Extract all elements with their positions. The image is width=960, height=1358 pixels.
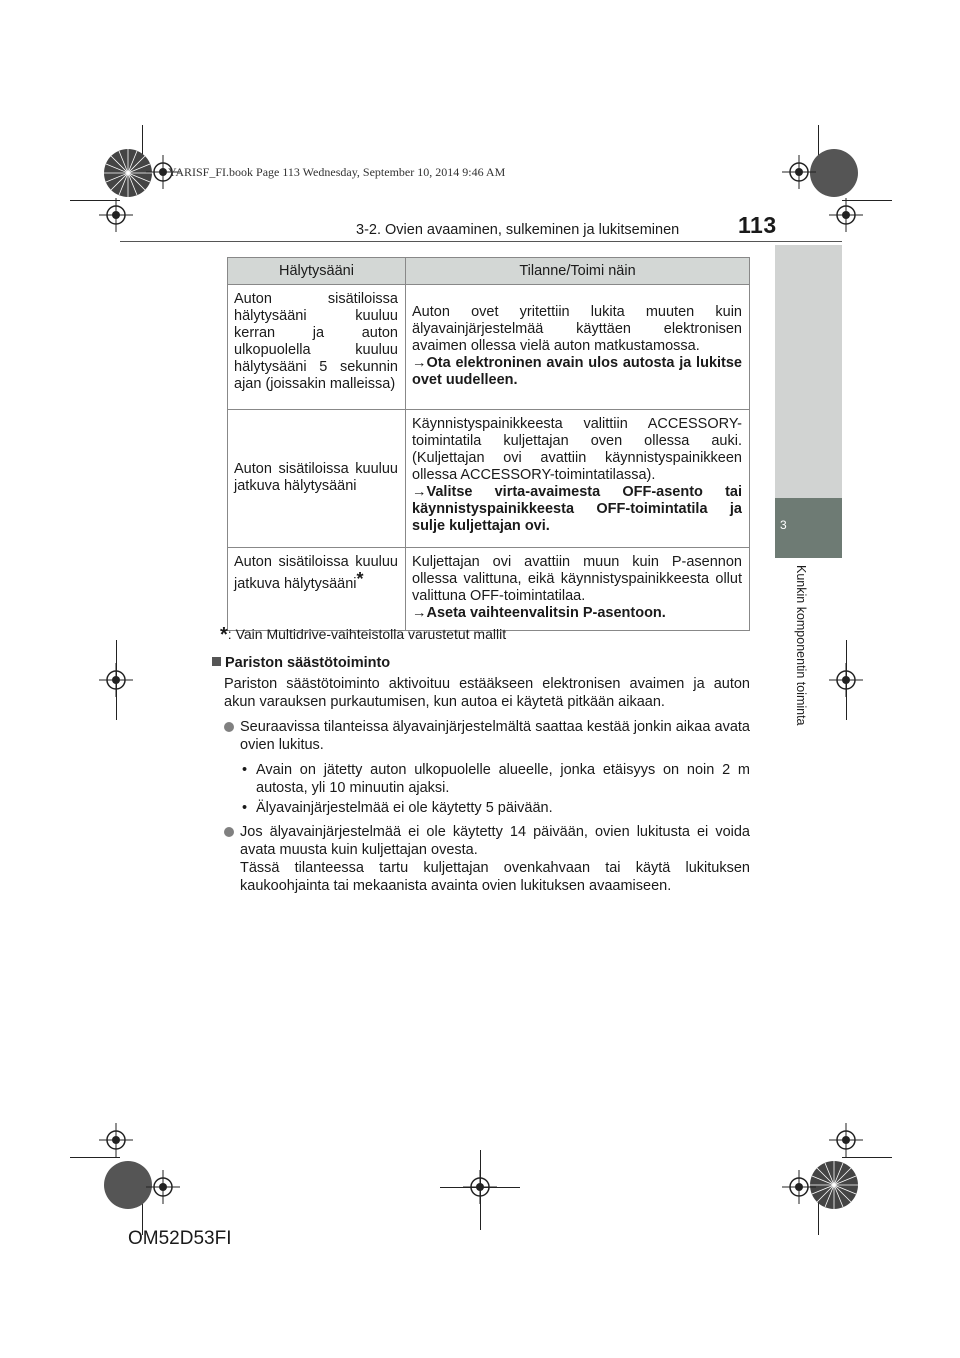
footnote-star: * [220,624,228,646]
situation-text: Käynnistyspainikkeesta valittiin ACCESSORY-toimintatila kuljettajan oven ollessa auki. (Kuljettajan ovi avattiin käynnistyspainikkeen ollessa ACCESSORY-toimintatilassa). [412,416,742,483]
intro-paragraph: Pariston säästötoiminto aktivoituu estääkseen elektronisen avaimen ja auton akun varauksen purkautumisen, kun autoa ei käytetä pitkään aikaan. [224,676,750,710]
situation-cell [406,548,750,631]
sound-text: Auton sisätiloissa hälytysääni kuuluu kerran ja auton ulkopuolella kuuluu hälytysääni 5 sekunnin ajan (joissakin malleissa) [234,291,398,392]
bullet-text: Seuraavissa tilanteissa älyavainjärjestelmältä saattaa kestää jonkin aikaa avata ovien lukitus. [240,719,750,753]
table-row [228,548,750,631]
sub-item-text: Älyavainjärjestelmää ei ole käytetty 5 päivään. [256,800,553,816]
crosshair-icon [99,663,133,697]
crosshair-icon [782,1170,816,1204]
crosshair-icon [99,1123,133,1157]
crosshair-icon [146,1170,180,1204]
action-text: Aseta vaihteenvalitsin P-asentoon. [426,605,666,621]
bullet-text-continued: Tässä tilanteessa tartu kuljettajan ovenkahvaan tai käytä lukituksen kaukoohjainta tai mekaanista avainta ovien lukituksen avaamiseen. [240,860,750,894]
crosshair-icon [829,663,863,697]
chapter-title: Kunkin komponentin toiminta [794,565,808,726]
sound-cell [228,285,406,410]
column-header-situation: Tilanne/Toimi näin [406,258,750,285]
book-info: YARISF_FI.book Page 113 Wednesday, September 10, 2014 9:46 AM [168,165,506,179]
sub-bullet-icon: • [242,800,248,816]
sound-text: Auton sisätiloissa kuuluu jatkuva hälytysääni [234,554,398,592]
crosshair-icon [99,198,133,232]
arrow-icon: → [412,605,427,621]
main-content [212,654,750,902]
footnote-mark: * [356,569,364,589]
table-row [228,285,750,410]
sound-cell [228,410,406,548]
crosshair-icon [829,198,863,232]
page-number: 113 [738,212,777,238]
header-rule [120,241,842,242]
action-text: Valitse virta-avaimesta OFF-asento tai käynnistyspainikkeesta OFF-toimintatila ja sulje kuljettajan ovi. [412,484,742,534]
list-item [212,823,750,895]
list-item [212,718,750,754]
section-heading [212,654,750,672]
footnote [220,624,506,647]
situation-text: Auton ovet yritettiin lukita muuten kuin älyavainjärjestelmää käyttäen elektronisen avaimen ollessa vielä auton matkustamossa. [412,303,742,354]
sub-list-item [212,761,750,797]
square-bullet-icon [212,657,221,666]
crosshair-icon [829,1123,863,1157]
arrow-icon: → [412,484,427,500]
sound-cell [228,548,406,631]
section-heading-text: Pariston säästötoiminto [225,655,391,671]
table-row [228,410,750,548]
crosshair-icon [782,155,816,189]
sub-list-item [212,799,750,817]
situation-cell [406,410,750,548]
chapter-tab [775,498,842,558]
action-text: Ota elektroninen avain ulos autosta ja lukitse ovet uudelleen. [412,354,742,388]
section-title: 3-2. Ovien avaaminen, sulkeminen ja lukitseminen [356,222,680,238]
circle-bullet-icon [224,722,234,732]
bullet-text: Jos älyavainjärjestelmää ei ole käytetty 14 päivään, ovien lukitusta ei voida avata muusta kuin kuljettajan ovesta. [240,824,750,858]
document-code: OM52D53FI [128,1228,232,1249]
warning-sound-table [227,257,750,631]
side-tab-background [775,245,842,498]
footnote-text: : Vain Multidrive-vaihteistolla varustetut mallit [227,626,507,642]
situation-cell [406,285,750,410]
sound-text: Auton sisätiloissa kuuluu jatkuva hälytysääni [234,460,398,494]
crop-line [480,1150,481,1230]
circle-bullet-icon [224,827,234,837]
sub-bullet-icon: • [242,762,248,778]
column-header-sound: Hälytysääni [228,258,406,285]
sub-item-text: Avain on jätetty auton ulkopuolelle alueelle, jonka etäisyys on noin 2 m autosta, yli 10 minuutin ajaksi. [256,762,750,796]
chapter-number: 3 [780,518,787,532]
arrow-icon: → [412,354,427,371]
situation-text: Kuljettajan ovi avattiin muun kuin P-asennon ollessa valittuna, eikä käynnistyspainikkeesta ollut valittuna OFF-toimintatilaa. [412,554,742,604]
table-header-row [228,258,750,285]
